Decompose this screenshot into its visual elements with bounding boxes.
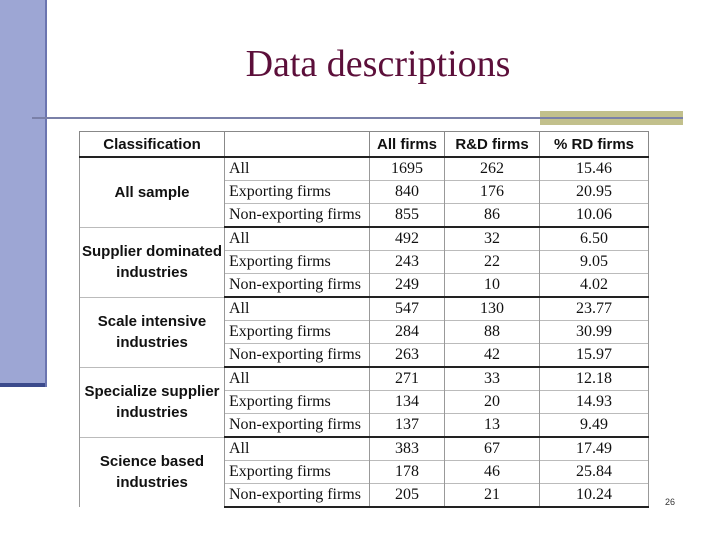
all-firms-cell: 178 [370,461,445,484]
rd-firms-cell: 46 [445,461,540,484]
pct-rd-cell: 15.46 [540,157,649,181]
table-row [80,367,649,391]
row-label-cell: Non-exporting firms [225,414,370,438]
pct-rd-cell: 20.95 [540,181,649,204]
pct-rd-cell: 9.49 [540,414,649,438]
all-firms-cell: 547 [370,297,445,321]
row-label-cell: Exporting firms [225,251,370,274]
all-firms-cell: 383 [370,437,445,461]
rd-firms-cell: 67 [445,437,540,461]
classification-cell: Supplier dominated industries [80,227,225,297]
row-label-cell: Non-exporting firms [225,274,370,298]
rd-firms-cell: 262 [445,157,540,181]
pct-rd-cell: 10.06 [540,204,649,228]
header-classification: Classification [80,132,225,158]
rd-firms-cell: 22 [445,251,540,274]
rd-firms-cell: 130 [445,297,540,321]
row-label-cell: All [225,157,370,181]
all-firms-cell: 840 [370,181,445,204]
pct-rd-cell: 4.02 [540,274,649,298]
rd-firms-cell: 33 [445,367,540,391]
classification-cell: Specialize supplier industries [80,367,225,437]
all-firms-cell: 205 [370,484,445,508]
rd-firms-cell: 32 [445,227,540,251]
row-label-cell: Non-exporting firms [225,484,370,508]
pct-rd-cell: 12.18 [540,367,649,391]
row-label-cell: Exporting firms [225,391,370,414]
rd-firms-cell: 13 [445,414,540,438]
classification-cell: Science based industries [80,437,225,507]
pct-rd-cell: 30.99 [540,321,649,344]
rd-firms-cell: 88 [445,321,540,344]
table-row [80,297,649,321]
pct-rd-cell: 6.50 [540,227,649,251]
rd-firms-cell: 176 [445,181,540,204]
header-subgroup [225,132,370,158]
all-firms-cell: 284 [370,321,445,344]
header-pct-rd-firms: % RD firms [540,132,649,158]
page-number: 26 [665,497,676,507]
row-label-cell: Exporting firms [225,181,370,204]
header-rd-firms: R&D firms [445,132,540,158]
pct-rd-cell: 14.93 [540,391,649,414]
data-table [79,131,649,508]
all-firms-cell: 134 [370,391,445,414]
all-firms-cell: 137 [370,414,445,438]
table-body [80,157,649,507]
table-header-row [80,132,649,158]
table-row [80,157,649,181]
table-row [80,437,649,461]
pct-rd-cell: 25.84 [540,461,649,484]
pct-rd-cell: 15.97 [540,344,649,368]
title-accent-bar [540,111,683,125]
all-firms-cell: 249 [370,274,445,298]
sidebar-shadow [0,383,47,387]
row-label-cell: All [225,227,370,251]
rd-firms-cell: 86 [445,204,540,228]
all-firms-cell: 263 [370,344,445,368]
pct-rd-cell: 17.49 [540,437,649,461]
row-label-cell: Exporting firms [225,321,370,344]
slide-title: Data descriptions [245,43,511,85]
rd-firms-cell: 21 [445,484,540,508]
row-label-cell: All [225,437,370,461]
row-label-cell: Non-exporting firms [225,204,370,228]
all-firms-cell: 1695 [370,157,445,181]
row-label-cell: All [225,297,370,321]
all-firms-cell: 492 [370,227,445,251]
pct-rd-cell: 10.24 [540,484,649,508]
pct-rd-cell: 23.77 [540,297,649,321]
row-label-cell: Exporting firms [225,461,370,484]
all-firms-cell: 243 [370,251,445,274]
pct-rd-cell: 9.05 [540,251,649,274]
rd-firms-cell: 42 [445,344,540,368]
classification-cell: Scale intensive industries [80,297,225,367]
rd-firms-cell: 20 [445,391,540,414]
header-all-firms: All firms [370,132,445,158]
row-label-cell: All [225,367,370,391]
row-label-cell: Non-exporting firms [225,344,370,368]
all-firms-cell: 271 [370,367,445,391]
rd-firms-cell: 10 [445,274,540,298]
all-firms-cell: 855 [370,204,445,228]
table-row [80,227,649,251]
classification-cell: All sample [80,157,225,227]
